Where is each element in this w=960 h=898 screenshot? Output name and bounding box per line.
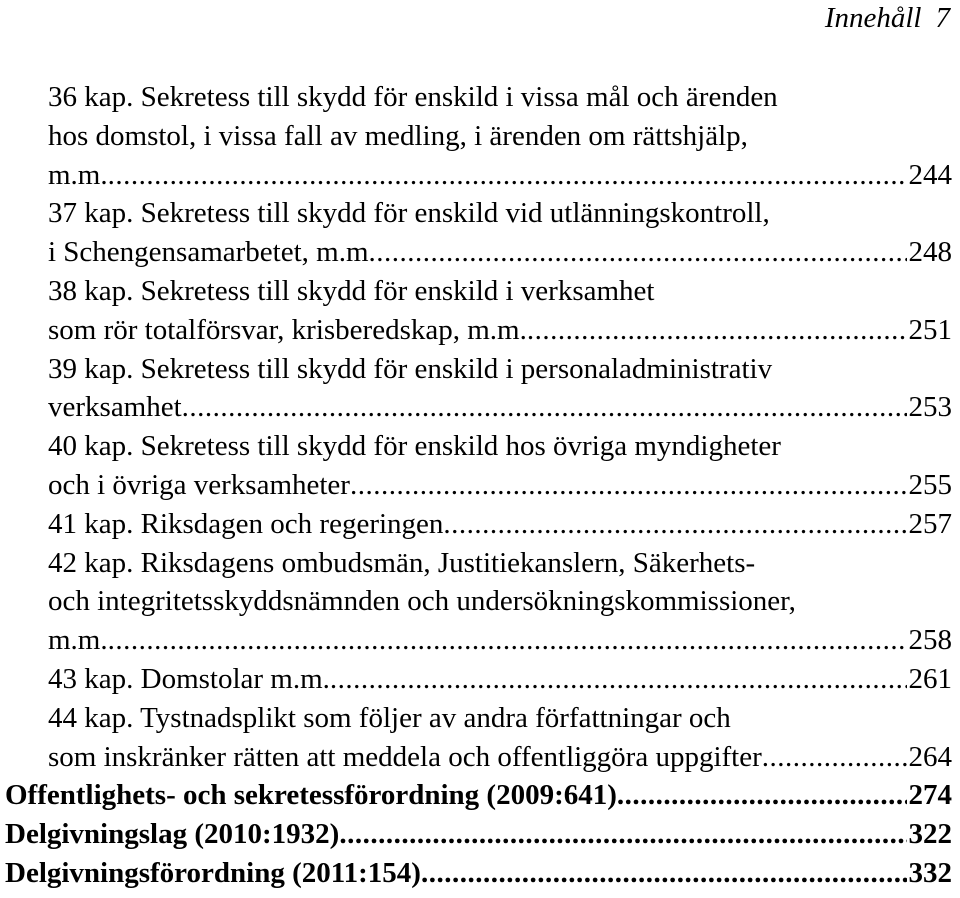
toc-entry [0,311,960,350]
toc-entry-title: i Schengensamarbetet, m.m [48,236,369,269]
table-of-contents [0,78,960,893]
toc-line [0,117,960,156]
toc-entry-title: Delgivningsförordning (2011:154) [5,856,421,889]
toc-entry-title: som rör totalförsvar, krisberedskap, m.m. [48,313,527,346]
toc-line [0,544,960,583]
toc-line-text: 42 kap. Riksdagens ombudsmän, Justitiekanslern, Säkerhets- [48,546,756,579]
dot-leader [350,466,907,505]
dot-leader [421,854,907,893]
toc-entry [0,621,960,660]
toc-line [0,194,960,233]
toc-entry-title: m.m. [48,624,108,657]
page-header [825,0,950,40]
toc-line [0,582,960,621]
toc-entry-page: 255 [908,468,952,501]
toc-line-text: 38 kap. Sekretess till skydd för enskild i verksamhet [48,274,655,307]
dot-leader [527,311,907,350]
toc-line-text: 36 kap. Sekretess till skydd för enskild i vissa mål och ärenden [48,81,778,113]
toc-entry-title: 43 kap. Domstolar m.m. [48,662,330,695]
dot-leader [762,738,907,777]
toc-entry-page: 332 [908,856,952,889]
toc-line-text: 44 kap. Tystnadsplikt som följer av andra författningar och [48,701,731,734]
toc-line [0,699,960,738]
toc-entry-page: 264 [908,740,952,773]
toc-line [0,350,960,389]
toc-entry-page: 322 [908,818,952,851]
toc-entry-title: m.m. [48,158,108,191]
dot-leader [108,621,907,660]
dot-leader [108,156,907,195]
toc-line-text: hos domstol, i vissa fall av medling, i ärenden om rättshjälp, [48,119,748,152]
toc-entry-bold [0,815,960,854]
toc-entry [0,505,960,544]
toc-entry-page: 244 [908,158,952,191]
toc-line [0,272,960,311]
toc-line [0,427,960,466]
toc-entry-page: 261 [908,662,952,695]
dot-leader [182,388,907,427]
toc-entry-bold [0,854,960,893]
dot-leader [443,505,906,544]
toc-entry-bold [0,776,960,815]
toc-entry-page: 258 [908,624,952,657]
dot-leader [617,776,907,815]
toc-entry-title: som inskränker rätten att meddela och offentliggöra uppgifter [48,740,762,773]
toc-entry-page: 257 [908,507,952,540]
toc-line-text: 39 kap. Sekretess till skydd för enskild i personaladministrativ [48,352,773,385]
toc-entry-title: och i övriga verksamheter [48,468,350,501]
toc-entry [0,388,960,427]
toc-entry [0,233,960,272]
toc-line-text: 37 kap. Sekretess till skydd för enskild vid utlänningskontroll, [48,197,770,230]
dot-leader [369,233,907,272]
header-page-number: 7 [935,2,950,34]
toc-entry-page: 248 [908,236,952,269]
toc-line [0,78,960,117]
toc-entry-title: verksamhet [48,391,182,424]
toc-line-text: och integritetsskyddsnämnden och undersökningskommissioner, [48,585,796,618]
dot-leader [330,660,907,699]
toc-line-text: 40 kap. Sekretess till skydd för enskild hos övriga myndigheter [48,430,781,463]
toc-entry-page: 251 [908,313,952,346]
toc-entry-title: Offentlighets- och sekretessförordning (2009:641) [5,779,617,812]
toc-entry [0,466,960,505]
toc-entry-page: 253 [908,391,952,424]
header-title: Innehåll [824,2,922,34]
toc-entry-title: Delgivningslag (2010:1932) [5,818,340,851]
toc-entry [0,660,960,699]
toc-entry [0,738,960,777]
toc-entry [0,156,960,195]
toc-entry-title: 41 kap. Riksdagen och regeringen [48,507,444,540]
dot-leader [339,815,906,854]
toc-entry-page: 274 [908,779,952,812]
